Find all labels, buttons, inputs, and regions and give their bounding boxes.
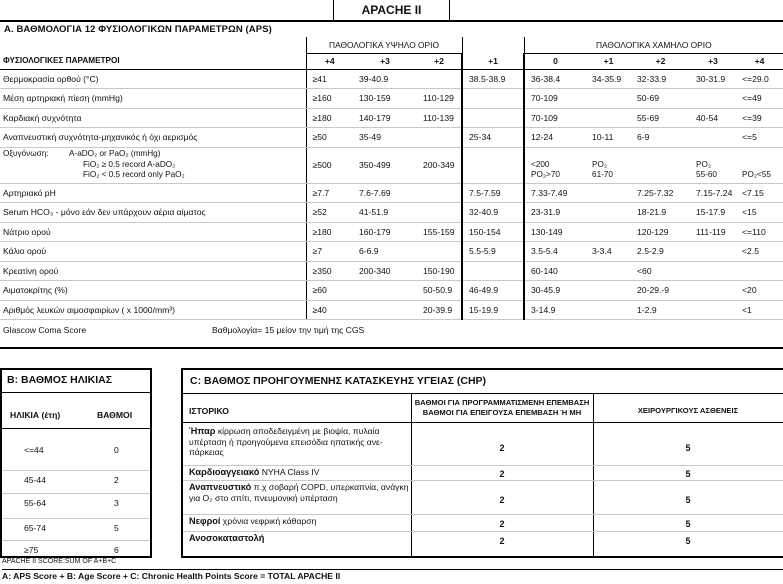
history-item <box>189 482 411 503</box>
surgical-points: 5 <box>685 495 691 505</box>
parameter-label: Αρτηριακό pH <box>0 183 306 203</box>
nonsurgical-col-header-line1: ΒΑΘΜΟΙ ΓΙΑ ΠΡΟΓΡΑΜΜΑΤΙΣΜΕΝΗ ΕΠΕΜΒΑΣΗ <box>414 398 590 407</box>
surgical-col-header: ΧΕΙΡΟΥΡΓΙΚΟΥΣ ΑΣΘΕΝΕΙΣ <box>637 406 739 415</box>
value-cell: 50-69 <box>631 89 690 109</box>
value-cell: 150-190 <box>417 261 462 281</box>
value-cell: ≥60 <box>306 281 353 301</box>
value-cell: 10-11 <box>586 128 631 148</box>
value-cell: 6-6.9 <box>353 242 417 262</box>
oxygenation-row <box>0 147 783 183</box>
history-item-text: NYHA Class IV <box>259 467 320 477</box>
value-cell <box>690 147 736 183</box>
score-header: +3 <box>690 53 736 69</box>
points-col-header: ΒΑΘΜΟΙ <box>97 410 133 420</box>
divider <box>183 465 783 466</box>
value-cell: 50-50.9 <box>417 281 462 301</box>
value-cell <box>690 128 736 148</box>
value-cell <box>462 261 524 281</box>
nonsurgical-points: 2 <box>499 495 505 505</box>
value-cell <box>524 147 586 183</box>
value-cell <box>736 147 783 183</box>
value-cell <box>586 222 631 242</box>
value-cell: ≥180 <box>306 108 353 128</box>
value-cell: 3-3.4 <box>586 242 631 262</box>
value-cell: ≥180 <box>306 222 353 242</box>
gcs-row <box>0 320 783 340</box>
value-cell: 23-31.9 <box>524 203 586 223</box>
value-line: 55-60 <box>696 170 717 179</box>
value-cell: <20 <box>736 281 783 301</box>
aps-row <box>0 300 783 320</box>
value-cell <box>690 242 736 262</box>
aps-row <box>0 242 783 262</box>
value-cell: ≥52 <box>306 203 353 223</box>
value-cell: 200-349 <box>417 147 462 183</box>
value-cell <box>462 108 524 128</box>
value-cell: 12-24 <box>524 128 586 148</box>
param-header: ΦΥΣΙΟΛΟΓΙΚΕΣ ΠΑΡΑΜΕΤΡΟΙ <box>0 53 306 69</box>
value-cell: 1-2.9 <box>631 300 690 320</box>
value-cell: 110-139 <box>417 108 462 128</box>
value-cell: 20-29.-9 <box>631 281 690 301</box>
value-cell: ≥160 <box>306 89 353 109</box>
value-cell: 110-129 <box>417 89 462 109</box>
value-cell: 2.5-2.9 <box>631 242 690 262</box>
score-header-row <box>0 53 783 69</box>
divider <box>2 518 150 519</box>
age-section <box>0 368 152 558</box>
age-range: 65-74 <box>24 523 46 533</box>
aps-row <box>0 281 783 301</box>
history-item-title: Ανοσοκαταστολή <box>189 533 265 543</box>
divider <box>183 514 783 515</box>
value-cell: 15-17.9 <box>690 203 736 223</box>
surgical-points: 5 <box>685 443 691 453</box>
value-cell: 5.5-5.9 <box>462 242 524 262</box>
value-cell: 70-109 <box>524 89 586 109</box>
value-line: <200 <box>531 159 550 169</box>
nonsurgical-points: 2 <box>499 469 505 479</box>
score-header: +1 <box>586 53 631 69</box>
value-cell: ≥500 <box>306 147 353 183</box>
value-cell <box>736 261 783 281</box>
page-title-bar <box>0 0 783 20</box>
value-cell: 40-54 <box>690 108 736 128</box>
value-cell: 60-140 <box>524 261 586 281</box>
divider <box>183 422 783 423</box>
aps-row <box>0 183 783 203</box>
score-header: +3 <box>353 53 417 69</box>
score-header: +1 <box>462 53 524 69</box>
age-range: <=44 <box>24 445 44 455</box>
value-cell <box>586 108 631 128</box>
parameter-label: Καρδιακή συχνότητα <box>0 108 306 128</box>
oxygenation-sub1: A-aDO₂ or PaO₂ (mmHg) <box>69 149 161 159</box>
value-cell <box>462 147 524 183</box>
divider <box>2 540 150 541</box>
value-cell: 7.25-7.32 <box>631 183 690 203</box>
value-line: PO₂ <box>696 159 712 169</box>
parameter-label: Αναπνευστική συχνότητα-μηχανικός ή όχι αερισμός <box>0 128 306 148</box>
nonsurgical-points: 2 <box>499 536 505 546</box>
value-cell: 38.5-38.9 <box>462 69 524 89</box>
oxygenation-sub2: FiO₂ ≥ 0.5 record A-aDO₂ <box>83 159 176 169</box>
value-cell: 7.15-7.24 <box>690 183 736 203</box>
value-cell: 130-149 <box>524 222 586 242</box>
parameter-label: Αιματοκρίτης (%) <box>0 281 306 301</box>
footnote-total: A: APS Score + B: Age Score + C: Chronic Health Points Score = TOTAL APACHE II <box>2 569 783 581</box>
value-cell: 55-69 <box>631 108 690 128</box>
age-points: 6 <box>114 545 119 555</box>
value-cell: 150-154 <box>462 222 524 242</box>
value-cell <box>353 281 417 301</box>
history-item-title: Ήπαρ <box>189 426 216 436</box>
history-item-title: Καρδιοαγγειακό <box>189 467 260 477</box>
oxygenation-sub3: FiO₂ < 0.5 record only PaO₂ <box>83 170 185 180</box>
value-cell: <1 <box>736 300 783 320</box>
value-cell: <=49 <box>736 89 783 109</box>
value-cell: 160-179 <box>353 222 417 242</box>
aps-row <box>0 89 783 109</box>
value-cell: <=110 <box>736 222 783 242</box>
divider <box>183 393 783 394</box>
value-cell: 46-49.9 <box>462 281 524 301</box>
value-cell <box>690 300 736 320</box>
value-cell: 350-499 <box>353 147 417 183</box>
value-cell: 7.33-7.49 <box>524 183 586 203</box>
value-cell <box>690 261 736 281</box>
value-cell: <=29.0 <box>736 69 783 89</box>
value-cell <box>586 261 631 281</box>
value-line: PO₂<55 <box>742 170 771 180</box>
score-header: 0 <box>524 53 586 69</box>
score-header: +2 <box>417 53 462 69</box>
score-header: +4 <box>736 53 783 69</box>
value-cell: ≥40 <box>306 300 353 320</box>
history-item-title: Αναπνευστικό <box>189 482 252 492</box>
divider <box>2 470 150 471</box>
gcs-label: Glascow Coma Score <box>3 324 87 335</box>
value-cell: 200-340 <box>353 261 417 281</box>
parameter-label: Θερμοκρασία ορθού (°C) <box>0 69 306 89</box>
history-item <box>189 516 411 527</box>
value-cell: 30-45.9 <box>524 281 586 301</box>
history-item <box>189 467 411 478</box>
history-item-text: χρόνια νεφρική κάθαρση <box>220 516 317 526</box>
history-item <box>189 533 411 544</box>
aps-row <box>0 222 783 242</box>
nonsurgical-col-header-line2: ΒΑΘΜΟΙ ΓΙΑ ΕΠΕΙΓΟΥΣΑ ΕΠΕΜΒΑΣΗ Ή ΜΗ <box>422 408 582 417</box>
age-heading: B: ΒΑΘΜΟΣ ΗΛΙΚΙΑΣ <box>7 374 113 386</box>
value-cell: ≥350 <box>306 261 353 281</box>
divider <box>183 531 783 532</box>
value-line: 61-70 <box>592 170 613 179</box>
history-col-header: ΙΣΤΟΡΙΚΟ <box>189 406 229 416</box>
band-low: ΠΑΘΟΛΟΓΙΚΑ ΧΑΜΗΛΟ ΟΡΙΟ <box>524 37 783 53</box>
aps-heading: A. ΒΑΘΜΟΛΟΓΙΑ 12 ΦΥΣΙΟΛΟΓΙΚΩΝ ΠΑΡΑΜΕΤΡΩΝ (APS) <box>4 24 272 35</box>
value-cell <box>462 89 524 109</box>
value-cell <box>417 203 462 223</box>
score-header: +4 <box>306 53 353 69</box>
age-range: ≥75 <box>24 545 39 555</box>
surgical-points: 5 <box>685 519 691 529</box>
value-cell: ≥7.7 <box>306 183 353 203</box>
value-cell <box>586 203 631 223</box>
aps-section <box>0 20 783 349</box>
history-item-text: κίρρωση αποδεδειγμένη με βιοψία, πυλαία υπέρταση ή προηγούμενα επεισόδια ηπατικής ανε-πάρκειας <box>189 426 383 457</box>
age-range: 55-64 <box>24 498 46 508</box>
history-item <box>189 426 411 458</box>
age-col-header: ΗΛΙΚΙΑ (έτη) <box>10 410 61 420</box>
surgical-points: 5 <box>685 469 691 479</box>
value-cell: 7.6-7.69 <box>353 183 417 203</box>
value-cell: 140-179 <box>353 108 417 128</box>
aps-table <box>0 37 783 339</box>
nonsurgical-points: 2 <box>499 443 505 453</box>
divider <box>2 392 150 393</box>
oxygenation-label: Οξυγόνωση: <box>3 149 49 159</box>
value-cell: 130-159 <box>353 89 417 109</box>
parameter-label: Κάλιο ορού <box>0 242 306 262</box>
aps-row <box>0 69 783 89</box>
score-header: +2 <box>631 53 690 69</box>
value-cell <box>631 147 690 183</box>
value-cell: 3.5-5.4 <box>524 242 586 262</box>
nonsurgical-points: 2 <box>499 519 505 529</box>
value-cell: <=39 <box>736 108 783 128</box>
age-points: 0 <box>114 445 119 455</box>
gcs-note: Βαθμολογία= 15 μείον την τιμή της CGS <box>212 324 365 335</box>
value-cell: <7.15 <box>736 183 783 203</box>
band-row <box>0 37 783 53</box>
age-points: 2 <box>114 475 119 485</box>
divider <box>183 480 783 481</box>
value-cell <box>417 242 462 262</box>
value-cell: 25-34 <box>462 128 524 148</box>
parameter-label: Αριθμός λευκών αιμοσφαιρίων ( x 1000/mm³) <box>0 300 306 320</box>
value-line: PO₂>70 <box>531 170 560 179</box>
value-cell: 120-129 <box>631 222 690 242</box>
aps-row <box>0 108 783 128</box>
aps-row <box>0 203 783 223</box>
value-cell <box>586 300 631 320</box>
aps-row <box>0 128 783 148</box>
value-cell: 36-38.4 <box>524 69 586 89</box>
value-cell: 41-51.9 <box>353 203 417 223</box>
value-cell: ≥7 <box>306 242 353 262</box>
aps-row <box>0 261 783 281</box>
nonsurgical-col-header <box>411 398 593 418</box>
divider <box>2 493 150 494</box>
value-cell: 39-40.9 <box>353 69 417 89</box>
footnote-sum: APACHE II SCORE:SUM OF A+B+C <box>2 558 117 565</box>
value-cell <box>586 147 631 183</box>
chp-section <box>181 368 783 558</box>
parameter-label: Νάτριο ορού <box>0 222 306 242</box>
value-cell: 6-9 <box>631 128 690 148</box>
value-cell: 7.5-7.59 <box>462 183 524 203</box>
value-cell <box>586 89 631 109</box>
value-cell <box>417 128 462 148</box>
value-line: PO₂ <box>592 159 608 169</box>
value-cell: 20-39.9 <box>417 300 462 320</box>
value-cell <box>417 183 462 203</box>
value-cell: 155-159 <box>417 222 462 242</box>
value-cell: ≥50 <box>306 128 353 148</box>
value-cell <box>353 300 417 320</box>
parameter-label: Κρεατίνη ορού <box>0 261 306 281</box>
value-cell <box>586 183 631 203</box>
value-cell: <=5 <box>736 128 783 148</box>
age-points: 3 <box>114 498 119 508</box>
value-cell: 32-33.9 <box>631 69 690 89</box>
value-cell: ≥41 <box>306 69 353 89</box>
value-cell <box>690 281 736 301</box>
value-cell: 70-109 <box>524 108 586 128</box>
value-cell <box>586 281 631 301</box>
value-cell <box>690 89 736 109</box>
value-cell: 3-14.9 <box>524 300 586 320</box>
surgical-points: 5 <box>685 536 691 546</box>
value-cell: <15 <box>736 203 783 223</box>
value-cell: 111-119 <box>690 222 736 242</box>
value-cell: <2.5 <box>736 242 783 262</box>
value-cell: 18-21.9 <box>631 203 690 223</box>
value-cell: 35-49 <box>353 128 417 148</box>
value-cell: 32-40.9 <box>462 203 524 223</box>
parameter-label: Serum HCO₃ - μόνο εάν δεν υπάρχουν αέρια αίματος <box>0 203 306 223</box>
chp-heading: C: ΒΑΘΜΟΣ ΠΡΟΗΓΟΥΜΕΝΗΣ ΚΑΤΑΣΚΕΥΗΣ ΥΓΕΙΑΣ (CHP) <box>190 375 487 387</box>
age-points: 5 <box>114 523 119 533</box>
divider <box>2 428 150 429</box>
age-range: 45-44 <box>24 475 46 485</box>
value-cell: <60 <box>631 261 690 281</box>
oxygenation-label-cell <box>0 147 306 183</box>
value-cell <box>417 69 462 89</box>
value-cell: 30-31.9 <box>690 69 736 89</box>
band-high: ΠΑΘΟΛΟΓΙΚΑ ΥΨΗΛΟ ΟΡΙΟ <box>306 37 462 53</box>
page-title: APACHE II <box>333 0 451 20</box>
value-cell: 34-35.9 <box>586 69 631 89</box>
history-item-text: π.χ σοβαρή COPD, υπερκαπνία, ανάγκη για O₂ στο σπίτι, πνευμονική υπέρταση <box>189 482 409 503</box>
history-item-title: Νεφροί <box>189 516 221 526</box>
value-cell: 15-19.9 <box>462 300 524 320</box>
parameter-label: Μέση αρτηριακή πίεση (mmHg) <box>0 89 306 109</box>
